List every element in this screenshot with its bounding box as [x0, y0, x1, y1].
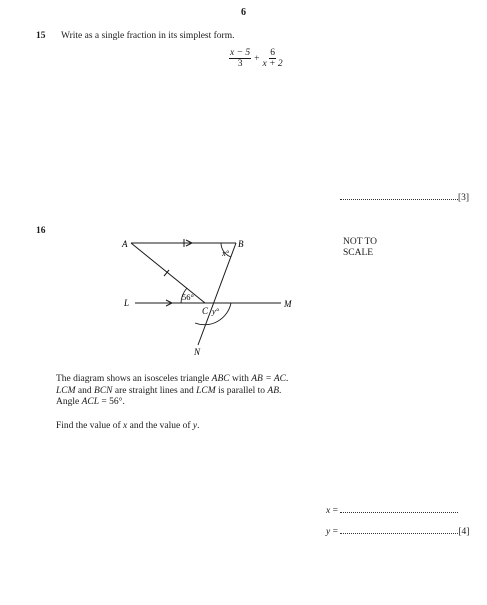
line2-text-d: are straight lines and [112, 385, 197, 396]
line1-text-d: AB = AC [251, 374, 286, 384]
line3-text-a: Angle [56, 397, 82, 407]
find-text-b: x [123, 421, 128, 431]
angle-x-label: x° [222, 248, 230, 258]
fraction-2-denominator: x + 2 [262, 59, 283, 69]
not-to-scale-line-2: SCALE [343, 248, 374, 258]
answer-y-label: y [326, 527, 331, 537]
question-15-answer-line [340, 191, 469, 203]
page-number: 6 [241, 7, 246, 18]
answer-x-equals: = [330, 506, 341, 516]
find-text-e: . [197, 421, 200, 431]
not-to-scale-note [343, 237, 377, 259]
find-text-a: Find the value of [56, 421, 124, 431]
answer-x-line [326, 504, 458, 516]
question-15-number: 15 [36, 31, 46, 41]
answer-dots [340, 191, 458, 200]
label-m: M [284, 299, 292, 309]
line2-text-c: BCN [94, 385, 113, 396]
question-16-marks: [4] [458, 527, 470, 537]
answer-y-dots [340, 525, 458, 534]
label-a: A [122, 239, 128, 249]
angle-y-label: y° [212, 306, 220, 316]
line2-text-b: and [75, 385, 95, 396]
label-b: B [238, 239, 244, 249]
label-l: L [124, 298, 130, 308]
description-line-1 [56, 374, 376, 386]
fraction-expression [229, 48, 283, 69]
line1-text-e: . [285, 374, 289, 384]
fraction-1 [229, 48, 251, 69]
question-16-number: 16 [36, 226, 46, 236]
angle-56-label: 56° [182, 292, 194, 302]
question-15-marks: [3] [458, 193, 470, 203]
line3-text-c: = 56°. [99, 397, 125, 407]
question-15-instruction: Write as a single fraction in its simplest form. [61, 31, 235, 41]
label-c: C [202, 306, 209, 316]
question-16-instruction [56, 421, 200, 433]
line2-text-f: is parallel to [215, 385, 268, 396]
question-16-description [56, 374, 376, 409]
fraction-2-numerator: 6 [270, 48, 275, 58]
answer-x-label: x [326, 506, 331, 516]
line2-text-a: LCM [56, 385, 76, 396]
line3-text-b: ACL [81, 397, 100, 407]
fraction-1-numerator: x − 5 [230, 48, 251, 58]
answer-y-line [326, 525, 469, 537]
fraction-2 [263, 48, 283, 69]
line2-text-h: . [279, 385, 282, 396]
label-n: N [194, 347, 201, 357]
line2-text-e: LCM [196, 385, 216, 396]
line1-text-a: The diagram shows an isosceles triangle [56, 374, 212, 384]
triangle-diagram [110, 232, 310, 362]
line2-text-g: AB [267, 385, 280, 396]
line1-text-b: ABC [211, 374, 230, 384]
not-to-scale-line-1: NOT TO [343, 237, 378, 247]
answer-x-dots [340, 504, 458, 513]
line-bn [198, 243, 236, 345]
description-line-2 [56, 386, 376, 398]
find-text-d: y [192, 421, 198, 431]
description-line-3 [56, 397, 376, 409]
plus-sign: + [254, 53, 260, 64]
answer-y-equals: = [330, 527, 341, 537]
line1-text-c: with [229, 374, 252, 384]
fraction-1-denominator: 3 [237, 59, 243, 69]
find-text-c: and the value of [127, 421, 193, 431]
